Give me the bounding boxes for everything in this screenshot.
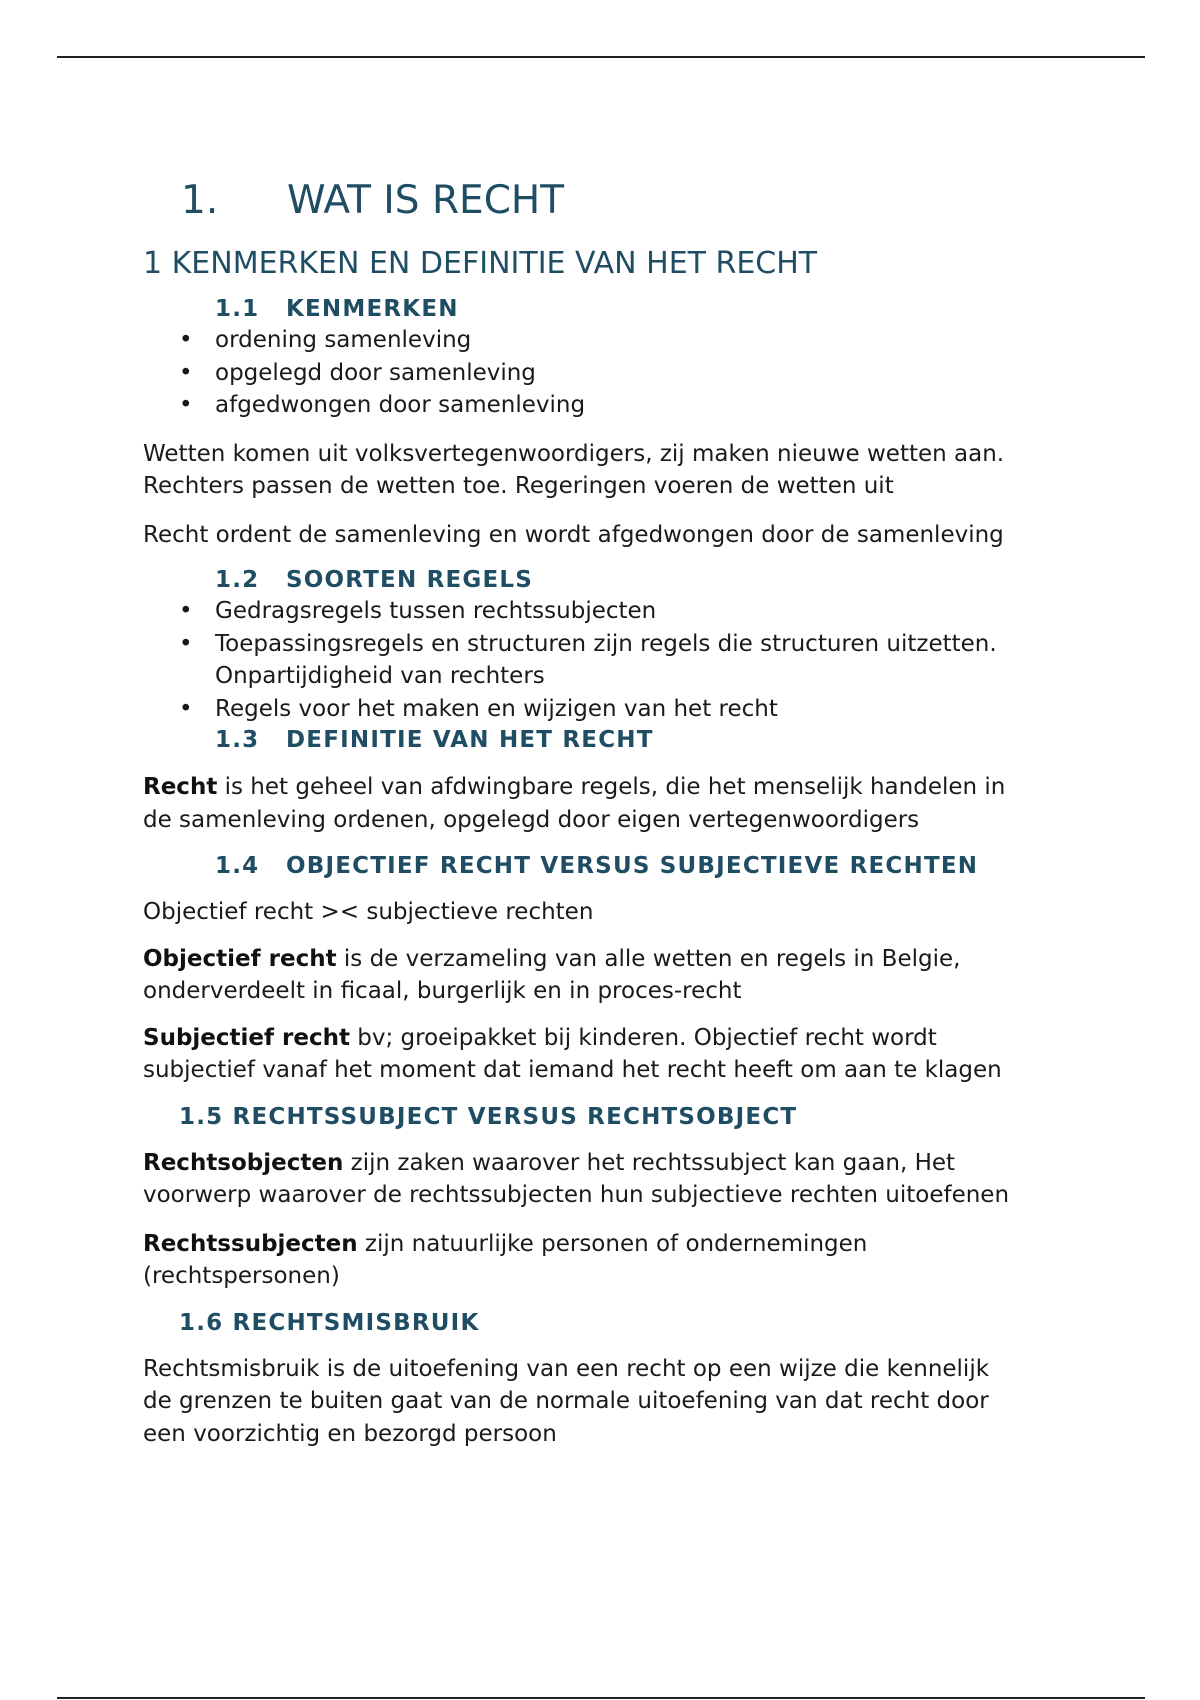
list-item: • afgedwongen door samenleving <box>143 389 1083 422</box>
document-page <box>143 170 1083 1450</box>
chapter-heading <box>181 170 1083 232</box>
soorten-regels-list <box>143 595 1083 725</box>
footer-rule <box>57 1697 1145 1699</box>
bullet-icon: • <box>179 695 193 722</box>
subsection-heading-1-1: 1.1 KENMERKEN <box>215 296 459 322</box>
paragraph-wetten: Wetten komen uit volksvertegenwoordigers, zij maken nieuwe wetten aan. Rechters passen de wetten toe. Regeringen voeren de wetten uit <box>143 440 1005 499</box>
section-heading: 1 KENMERKEN EN DEFINITIE VAN HET RECHT <box>143 246 818 281</box>
paragraph-subjectief-recht: Subjectief recht bv; groeipakket bij kinderen. Objectief recht wordt subjectief vanaf het moment dat iemand het recht heeft om aan te klagen <box>143 1024 1002 1083</box>
list-item: • Toepassingsregels en structuren zijn regels die structuren uitzetten. Onpartijdigheid van rechters <box>143 628 1083 693</box>
list-item: • Gedragsregels tussen rechtssubjecten <box>143 595 1083 628</box>
term-recht: Recht <box>143 774 218 800</box>
paragraph-definitie: Recht is het geheel van afdwingbare regels, die het menselijk handelen in de samenleving ordenen, opgelegd door eigen vertegenwoordigers <box>143 774 1006 833</box>
subsection-heading-1-3: 1.3 DEFINITIE VAN HET RECHT <box>215 727 654 753</box>
term-rechtssubjecten: Rechtssubjecten <box>143 1230 358 1257</box>
header-rule <box>57 56 1145 58</box>
subsection-heading-1-5: 1.5 RECHTSSUBJECT VERSUS RECHTSOBJECT <box>179 1103 798 1130</box>
chapter-title: WAT IS RECHT <box>287 178 565 223</box>
subsection-heading-1-6: 1.6 RECHTSMISBRUIK <box>179 1309 480 1336</box>
paragraph-rechtsobjecten: Rechtsobjecten zijn zaken waarover het rechtssubject kan gaan, Het voorwerp waarover de rechtssubjecten hun subjectieve rechten uitoefenen <box>143 1149 1010 1208</box>
term-objectief-recht: Objectief recht <box>143 945 337 972</box>
paragraph-recht-ordent: Recht ordent de samenleving en wordt afgedwongen door de samenleving <box>143 521 1004 548</box>
list-item: • opgelegd door samenleving <box>143 357 1083 390</box>
bullet-icon: • <box>179 327 193 353</box>
chapter-number: 1. <box>181 178 219 223</box>
term-rechtsobjecten: Rechtsobjecten <box>143 1149 344 1176</box>
paragraph-rechtssubjecten: Rechtssubjecten zijn natuurlijke personen of ondernemingen (rechtspersonen) <box>143 1230 868 1289</box>
paragraph-objectief-recht: Objectief recht is de verzameling van alle wetten en regels in Belgie, onderverdeelt in ficaal, burgerlijk en in proces-recht <box>143 945 961 1004</box>
list-item: • ordening samenleving <box>143 324 1083 357</box>
bullet-icon: • <box>179 392 193 418</box>
paragraph-objectief-intro: Objectief recht >< subjectieve rechten <box>143 899 594 925</box>
subsection-heading-1-2: 1.2 SOORTEN REGELS <box>215 567 534 593</box>
paragraph-rechtsmisbruik: Rechtsmisbruik is de uitoefening van een recht op een wijze die kennelijk de grenzen te buiten gaat van de normale uitoefening van dat recht door een voorzichtig en bezorgd persoon <box>143 1355 990 1447</box>
kenmerken-list <box>143 324 1083 422</box>
bullet-icon: • <box>179 359 193 386</box>
bullet-icon: • <box>179 598 193 624</box>
bullet-icon: • <box>179 630 193 657</box>
subsection-heading-1-4: 1.4 OBJECTIEF RECHT VERSUS SUBJECTIEVE RECHTEN <box>215 853 979 879</box>
term-subjectief-recht: Subjectief recht <box>143 1024 350 1051</box>
list-item: • Regels voor het maken en wijzigen van het recht <box>143 693 1083 726</box>
